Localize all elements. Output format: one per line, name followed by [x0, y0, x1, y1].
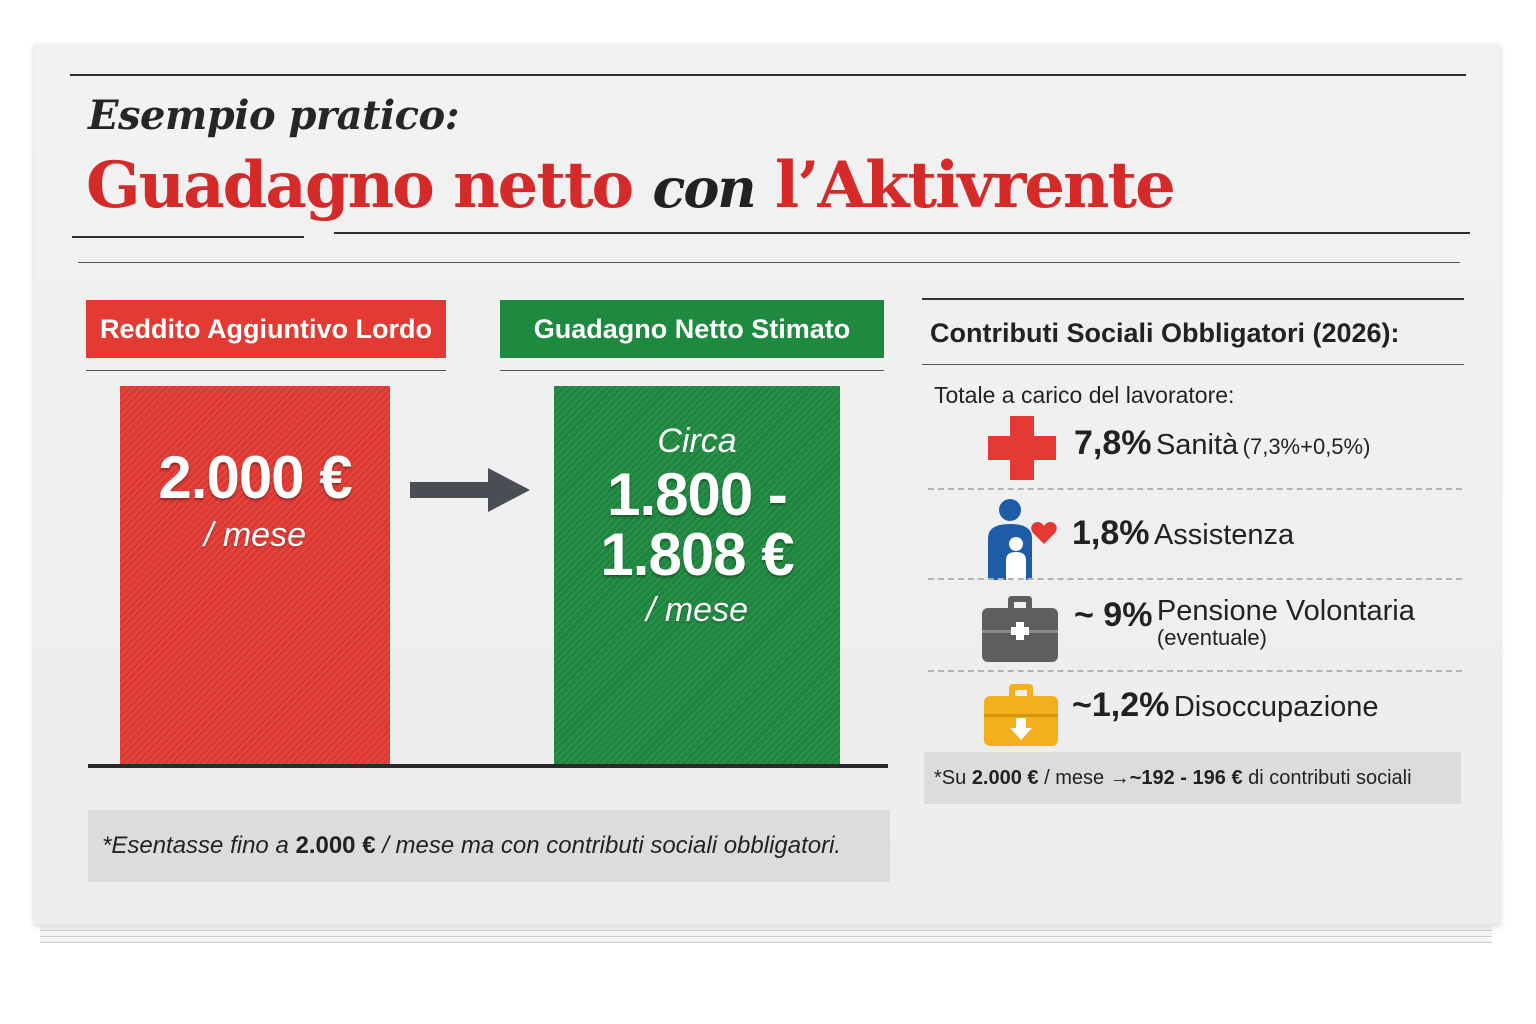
- title-rule-left: [72, 236, 304, 238]
- contribution-item-pension: [1074, 596, 1415, 650]
- title-rule-right: [334, 232, 1470, 234]
- paper-stack-edge: [40, 938, 1492, 943]
- net-amount-line1: 1.800 -: [607, 461, 787, 528]
- tax-note-suffix: / mese ma con contributi sociali obbligatori.: [382, 832, 842, 859]
- net-prefix: Circa: [657, 422, 737, 460]
- chart-baseline: [88, 764, 888, 768]
- pension-detail: (eventuale): [1156, 625, 1267, 651]
- headline-part1: Guadagno netto: [86, 148, 633, 223]
- paper-stack-edge: [40, 926, 1492, 931]
- net-label-underline: [500, 370, 884, 371]
- headline-part2: con: [652, 156, 755, 220]
- net-amount-line2: 1.808 €: [600, 521, 794, 588]
- headline: [86, 148, 1174, 223]
- yellow-briefcase-arrow-icon: [984, 684, 1058, 746]
- arrow-right-icon: [408, 464, 532, 516]
- footnote-unit: / mese: [1044, 766, 1105, 789]
- top-rule: [70, 74, 1466, 76]
- pension-pct: ~ 9%: [1074, 596, 1153, 634]
- briefcase-icon: [982, 596, 1058, 662]
- footnote-prefix: *Su: [934, 766, 967, 789]
- gross-bar: [120, 386, 390, 764]
- unemployment-pct: ~1,2%: [1072, 686, 1170, 724]
- contribution-item-assistance: [1072, 514, 1294, 553]
- paper-stack-edge: [40, 932, 1492, 937]
- gross-label: Reddito Aggiuntivo Lordo: [86, 300, 446, 358]
- unemployment-label: Disoccupazione: [1173, 691, 1379, 723]
- footnote-amount: 2.000 €: [971, 766, 1039, 789]
- net-label: Guadagno Netto Stimato: [500, 300, 884, 358]
- section-rule: [78, 262, 1460, 263]
- gross-unit: / mese: [203, 516, 307, 554]
- health-pct: 7,8%: [1074, 424, 1152, 462]
- health-detail: (7,3%+0,5%): [1242, 434, 1371, 459]
- divider: [928, 578, 1462, 580]
- assistance-label: Assistenza: [1153, 519, 1295, 551]
- tax-note-amount: 2.000 €: [295, 832, 376, 859]
- tax-note: [88, 810, 890, 882]
- footnote-range: ~192 - 196 €: [1129, 766, 1243, 789]
- side-rule-mid: [922, 364, 1464, 365]
- side-rule-top: [922, 298, 1464, 300]
- contributions-title: Contributi Sociali Obbligatori (2026):: [930, 318, 1400, 348]
- divider: [928, 488, 1462, 490]
- contribution-item-unemployment: [1072, 686, 1379, 725]
- red-cross-icon: [988, 416, 1056, 480]
- headline-part3: l’Aktivrente: [774, 148, 1174, 223]
- divider: [928, 670, 1462, 672]
- gross-label-underline: [86, 370, 446, 371]
- contributions-footnote: [924, 752, 1461, 804]
- arrow-icon: →: [1109, 766, 1130, 789]
- gross-amount: 2.000 €: [158, 444, 352, 511]
- tax-note-prefix: *Esentasse fino a: [102, 832, 289, 859]
- parent-child-heart-icon: [980, 498, 1060, 580]
- health-label: Sanità: [1155, 429, 1239, 461]
- footnote-suffix: di contributi sociali: [1248, 766, 1412, 789]
- pension-label: Pensione Volontaria: [1156, 595, 1415, 627]
- assistance-pct: 1,8%: [1072, 514, 1150, 552]
- kicker: Esempio pratico:: [88, 92, 459, 139]
- net-unit: / mese: [645, 591, 749, 629]
- contribution-item-health: [1074, 424, 1370, 463]
- contributions-subtitle: Totale a carico del lavoratore:: [934, 382, 1235, 408]
- net-bar: [554, 386, 840, 764]
